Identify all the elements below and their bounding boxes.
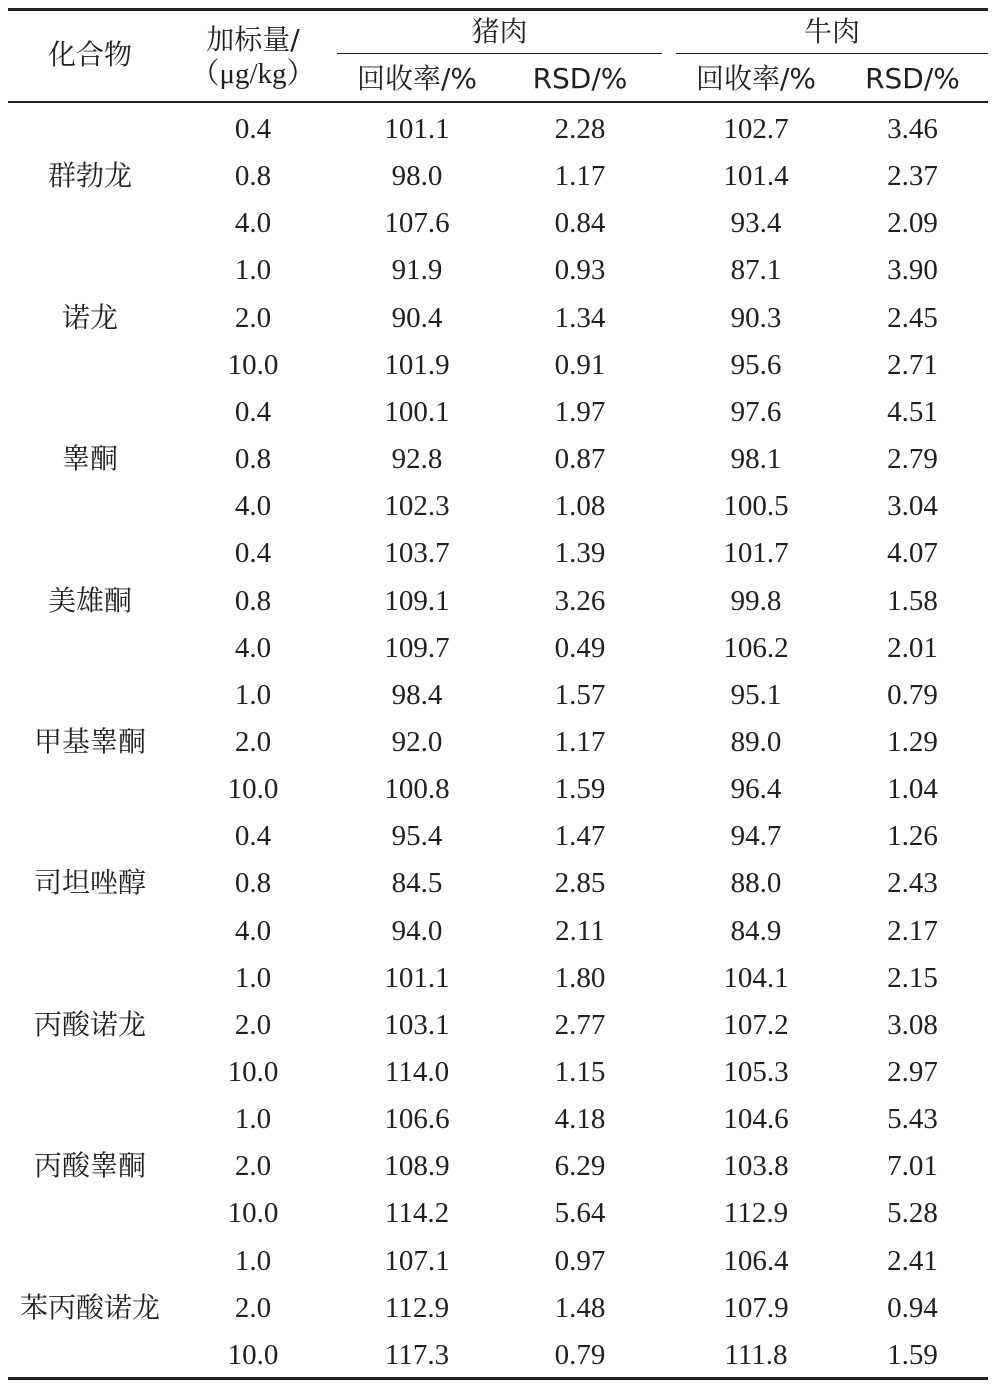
cell-beef-rsd: 3.04 [887, 490, 938, 523]
compound-name: 司坦唑醇 [33, 866, 146, 900]
cell-pork-rsd: 0.79 [554, 1338, 606, 1371]
cell-pork-recovery: 101.1 [384, 961, 450, 994]
cell-pork-recovery: 84.5 [391, 867, 443, 900]
cell-pork-rsd: 0.84 [554, 207, 606, 240]
cell-beef-rsd: 2.43 [887, 867, 938, 900]
cell-level: 1.0 [234, 1244, 272, 1277]
cell-pork-rsd: 1.15 [554, 1056, 606, 1088]
cell-beef-recovery: 97.6 [730, 395, 782, 428]
cell-beef-rsd: 2.41 [887, 1244, 938, 1277]
cell-level: 1.0 [234, 254, 272, 287]
cell-beef-recovery: 107.2 [723, 1008, 789, 1041]
cell-pork-recovery: 114.2 [384, 1197, 450, 1230]
cell-level: 0.8 [234, 160, 272, 193]
beef-group-rule [676, 53, 988, 54]
cell-pork-recovery: 94.0 [391, 914, 443, 947]
cell-beef-recovery: 105.3 [723, 1056, 789, 1088]
cell-beef-rsd: 2.15 [887, 961, 938, 994]
cell-beef-recovery: 101.4 [723, 160, 789, 193]
compound-name: 丙酸诺龙 [33, 1007, 146, 1041]
cell-beef-recovery: 93.4 [730, 207, 782, 240]
cell-beef-rsd: 0.94 [887, 1291, 938, 1324]
cell-pork-rsd: 1.17 [554, 725, 606, 758]
cell-pork-rsd: 1.08 [554, 490, 606, 523]
header-pork-recovery: 回收率/% [356, 62, 478, 95]
cell-pork-recovery: 91.9 [391, 254, 443, 287]
cell-level: 4.0 [234, 631, 272, 664]
cell-beef-recovery: 90.3 [730, 301, 782, 334]
cell-beef-recovery: 100.5 [723, 490, 789, 523]
cell-level: 0.8 [234, 867, 272, 900]
cell-beef-rsd: 3.90 [887, 254, 938, 287]
cell-pork-rsd: 1.48 [554, 1291, 606, 1324]
cell-level: 0.8 [234, 584, 272, 617]
cell-pork-rsd: 2.77 [554, 1008, 606, 1041]
cell-beef-rsd: 2.71 [887, 348, 938, 381]
cell-level: 10.0 [227, 1197, 279, 1230]
bottom-rule [8, 1377, 988, 1380]
cell-pork-recovery: 107.1 [384, 1244, 450, 1277]
cell-beef-recovery: 99.8 [730, 584, 782, 617]
cell-pork-rsd: 6.29 [554, 1150, 606, 1183]
compound-name: 甲基睾酮 [33, 724, 146, 758]
cell-pork-rsd: 2.85 [554, 867, 606, 900]
cell-beef-rsd: 4.51 [887, 395, 938, 428]
cell-beef-recovery: 106.2 [723, 631, 789, 664]
cell-pork-rsd: 2.11 [555, 914, 605, 947]
cell-pork-rsd: 0.91 [554, 348, 606, 381]
cell-pork-recovery: 107.6 [384, 207, 450, 240]
cell-level: 0.4 [234, 537, 272, 570]
cell-beef-recovery: 107.9 [723, 1291, 789, 1324]
cell-beef-recovery: 104.6 [723, 1103, 789, 1136]
compound-name: 苯丙酸诺龙 [19, 1290, 160, 1324]
cell-level: 4.0 [234, 207, 272, 240]
cell-beef-recovery: 111.8 [724, 1338, 788, 1371]
cell-pork-recovery: 103.7 [384, 537, 450, 570]
cell-beef-recovery: 103.8 [723, 1150, 789, 1183]
cell-pork-recovery: 98.4 [391, 678, 443, 711]
cell-beef-recovery: 94.7 [730, 820, 782, 853]
compound-name: 睾酮 [61, 442, 118, 476]
cell-beef-rsd: 1.59 [887, 1338, 938, 1371]
cell-pork-recovery: 100.8 [384, 773, 450, 806]
cell-beef-recovery: 88.0 [730, 867, 782, 900]
cell-beef-rsd: 2.97 [887, 1056, 938, 1088]
cell-pork-rsd: 3.26 [554, 584, 606, 617]
cell-pork-rsd: 1.57 [554, 678, 606, 711]
cell-beef-recovery: 112.9 [723, 1197, 789, 1230]
cell-beef-recovery: 89.0 [730, 725, 782, 758]
top-rule [8, 8, 988, 11]
cell-beef-recovery: 98.1 [730, 443, 782, 476]
cell-beef-rsd: 2.01 [887, 631, 938, 664]
cell-beef-rsd: 1.26 [887, 820, 938, 853]
cell-level: 1.0 [234, 961, 272, 994]
cell-beef-rsd: 2.09 [887, 207, 938, 240]
cell-beef-rsd: 2.17 [887, 914, 938, 947]
cell-pork-recovery: 101.1 [384, 113, 450, 145]
cell-level: 4.0 [234, 490, 272, 523]
cell-beef-recovery: 101.7 [723, 537, 789, 570]
cell-pork-recovery: 98.0 [391, 160, 443, 193]
cell-pork-rsd: 1.80 [554, 961, 606, 994]
cell-beef-recovery: 84.9 [730, 914, 782, 947]
cell-pork-rsd: 0.97 [554, 1244, 606, 1277]
cell-pork-rsd: 0.87 [554, 443, 606, 476]
cell-level: 10.0 [227, 1338, 279, 1371]
cell-pork-recovery: 108.9 [384, 1150, 450, 1183]
cell-pork-rsd: 0.93 [554, 254, 606, 287]
cell-beef-recovery: 104.1 [723, 961, 789, 994]
header-beef-rsd: RSD/% [865, 62, 960, 95]
cell-level: 4.0 [234, 914, 272, 947]
header-pork-rsd: RSD/% [532, 62, 628, 95]
cell-beef-rsd: 7.01 [887, 1150, 938, 1183]
cell-beef-rsd: 2.45 [887, 301, 938, 334]
cell-level: 2.0 [234, 1008, 272, 1041]
cell-pork-recovery: 114.0 [384, 1056, 450, 1088]
cell-pork-recovery: 101.9 [384, 348, 450, 381]
compound-name: 诺龙 [61, 300, 118, 334]
cell-beef-rsd: 5.28 [887, 1197, 938, 1230]
cell-level: 2.0 [234, 1150, 272, 1183]
header-pork: 猪肉 [471, 15, 528, 48]
cell-level: 0.4 [234, 113, 272, 145]
cell-pork-recovery: 90.4 [391, 301, 443, 334]
cell-beef-rsd: 5.43 [887, 1103, 938, 1136]
cell-pork-rsd: 1.17 [554, 160, 606, 193]
cell-level: 0.8 [234, 443, 272, 476]
cell-level: 10.0 [227, 773, 279, 806]
cell-pork-recovery: 112.9 [384, 1291, 450, 1324]
cell-pork-rsd: 1.59 [554, 773, 606, 806]
compound-name: 美雄酮 [47, 583, 132, 617]
cell-level: 2.0 [234, 725, 272, 758]
cell-beef-rsd: 1.29 [887, 725, 938, 758]
cell-level: 1.0 [234, 678, 272, 711]
pork-group-rule [337, 53, 662, 54]
cell-level: 10.0 [227, 348, 279, 381]
header-bottom-rule [8, 101, 988, 103]
compound-name: 群勃龙 [47, 159, 132, 193]
cell-pork-rsd: 1.39 [554, 537, 606, 570]
cell-pork-recovery: 102.3 [384, 490, 450, 523]
cell-pork-rsd: 2.28 [554, 113, 606, 145]
cell-pork-recovery: 103.1 [384, 1008, 450, 1041]
header-beef-recovery: 回收率/% [695, 62, 817, 95]
cell-level: 1.0 [234, 1103, 272, 1136]
cell-pork-recovery: 92.8 [391, 443, 443, 476]
cell-beef-rsd: 4.07 [887, 537, 938, 570]
header-spike-level-line2: （μg/kg） [190, 58, 316, 90]
header-beef: 牛肉 [803, 15, 860, 48]
cell-pork-rsd: 0.49 [554, 631, 606, 664]
cell-pork-recovery: 92.0 [391, 725, 443, 758]
cell-beef-recovery: 96.4 [730, 773, 782, 806]
cell-pork-recovery: 106.6 [384, 1103, 450, 1136]
cell-level: 10.0 [227, 1056, 279, 1088]
cell-beef-rsd: 1.04 [887, 773, 938, 806]
cell-pork-recovery: 100.1 [384, 395, 450, 428]
cell-beef-rsd: 2.79 [887, 443, 938, 476]
cell-pork-recovery: 117.3 [384, 1338, 450, 1371]
header-spike-level-line1: 加标量/ [206, 23, 300, 56]
cell-level: 0.4 [234, 395, 272, 428]
cell-pork-rsd: 1.47 [554, 820, 606, 853]
cell-beef-recovery: 95.6 [730, 348, 782, 381]
header-compound: 化合物 [47, 38, 132, 71]
cell-beef-recovery: 102.7 [723, 113, 789, 145]
cell-beef-rsd: 1.58 [887, 584, 938, 617]
cell-pork-rsd: 1.97 [554, 395, 606, 428]
cell-beef-rsd: 2.37 [887, 160, 938, 193]
cell-beef-recovery: 106.4 [723, 1244, 789, 1277]
cell-pork-rsd: 4.18 [554, 1103, 606, 1136]
cell-beef-recovery: 87.1 [730, 254, 782, 287]
compound-name: 丙酸睾酮 [33, 1149, 146, 1183]
cell-beef-rsd: 3.46 [887, 113, 938, 145]
cell-pork-recovery: 95.4 [391, 820, 443, 853]
cell-pork-recovery: 109.1 [384, 584, 450, 617]
cell-level: 0.4 [234, 820, 272, 853]
cell-pork-rsd: 5.64 [554, 1197, 606, 1230]
cell-level: 2.0 [234, 1291, 272, 1324]
cell-pork-rsd: 1.34 [554, 301, 606, 334]
cell-beef-rsd: 3.08 [887, 1008, 938, 1041]
cell-beef-recovery: 95.1 [730, 678, 782, 711]
cell-beef-rsd: 0.79 [887, 678, 938, 711]
cell-pork-recovery: 109.7 [384, 631, 450, 664]
cell-level: 2.0 [234, 301, 272, 334]
